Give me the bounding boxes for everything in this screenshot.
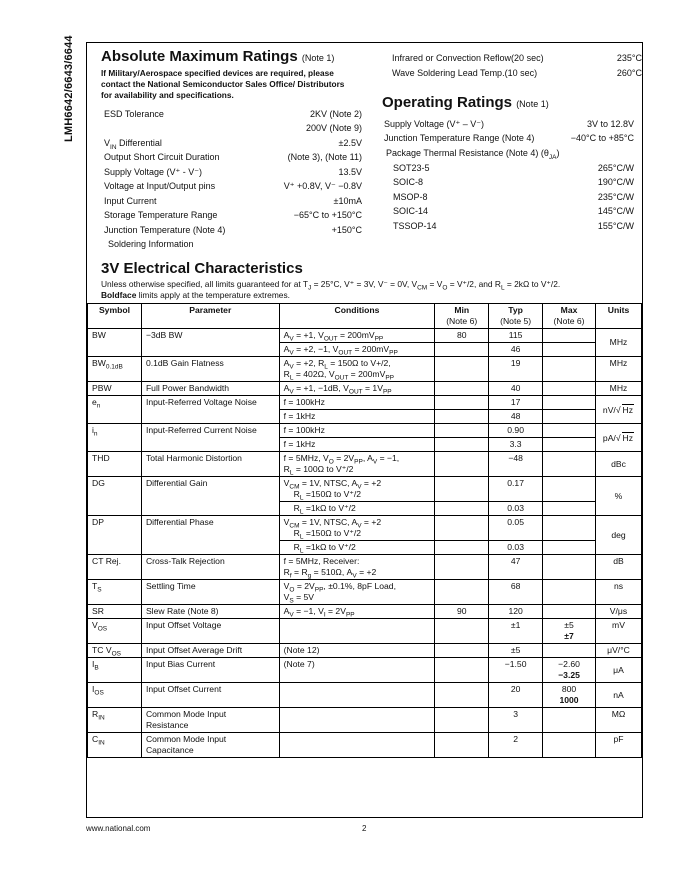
table-row: f = 1kHz 48	[88, 410, 642, 424]
table-row: $T_S$ Settling Time $V_O = 2V_{PP}$, ±0.1%, 8pF Load, $V_S = 5V$ 68 ns	[88, 580, 642, 605]
header-symbol: Symbol	[88, 304, 142, 329]
ir-row: Infrared or Convection Reflow(20 sec) 235°C	[392, 53, 642, 63]
abs-max-title: Absolute Maximum Ratings	[101, 48, 298, 65]
pkg-sot23: SOT23-5 265°C/W	[393, 163, 634, 173]
table-row: $i_n$ Input-Referred Current Noise f = 100kHz 0.90 pA/√ Hz	[88, 424, 642, 438]
op-tj-row: Junction Temperature Range (Note 4) −40°C to +85°C	[384, 133, 634, 143]
table-row: PBW Full Power Bandwidth $A_V = +1$, −1dB, $V_{OUT} = 1V_{PP}$ 40 MHz	[88, 382, 642, 396]
ec-intro: Unless otherwise specified, all limits guaranteed for at $T_J = 25^\circ C$, V⁺ = 3V, V⁻ = 0V, $V_{CM} = V_O = V^+/2$, and $R_L = 2k\Omega$ to V⁺/2. Boldface limits apply at the temperature extremes.	[101, 279, 561, 300]
table-row: $R_L =1k\Omega$ to V⁺/2 0.03	[88, 502, 642, 516]
header-units: Units	[595, 304, 641, 329]
header-parameter: Parameter	[141, 304, 279, 329]
osc-row: Output Short Circuit Duration (Note 3), (Note 11)	[104, 152, 362, 162]
abs-max-note: (Note 1)	[301, 53, 335, 63]
footer-site: www.national.com	[86, 824, 151, 833]
table-row: $V_{OS}$ Input Offset Voltage ±1 ±5 ±7 mV	[88, 619, 642, 644]
table-row: $I_B$ Input Bias Current (Note 7) −1.50 −2.60 −3.25 μA	[88, 658, 642, 683]
header-typ: Typ (Note 5)	[489, 304, 543, 329]
pkg-msop8: MSOP-8 235°C/W	[393, 192, 634, 202]
wave-row: Wave Soldering Lead Temp.(10 sec) 260°C	[392, 68, 642, 78]
table-row: TC $V_{OS}$ Input Offset Average Drift (Note 12) ±5 μV/°C	[88, 644, 642, 658]
table-row: $e_n$ Input-Referred Voltage Noise f = 100kHz 17 nV/√ Hz	[88, 396, 642, 410]
ec-heading	[101, 260, 303, 277]
side-title: LMH6642/6643/6644	[63, 35, 75, 142]
pkg-soic8: SOIC-8 190°C/W	[393, 177, 634, 187]
table-row: f = 1kHz 3.3	[88, 438, 642, 452]
esd-row: ESD Tolerance 2KV (Note 2)	[104, 109, 362, 119]
storage-row: Storage Temperature Range −65°C to +150°C	[104, 210, 362, 220]
header-conditions: Conditions	[279, 304, 435, 329]
abs-max-heading	[101, 48, 334, 65]
ec-title: 3V Electrical Characteristics	[101, 260, 303, 277]
table-row: $R_{IN}$ Common Mode Input Resistance 3 MΩ	[88, 708, 642, 733]
table-row: THD Total Harmonic Distortion f = 5MHz, $V_O = 2V_{PP}$, $A_V = -1$, $R_L = 100\Omega$ to V⁺/2 −48 dBc	[88, 452, 642, 477]
esd-row-2: 200V (Note 9)	[305, 123, 362, 133]
table-row: $A_V = +2$, −1, $V_{OUT} = 200mV_{PP}$ 46	[88, 343, 642, 357]
footer-page-number: 2	[362, 824, 367, 833]
supply-row: Supply Voltage (V⁺ - V⁻) 13.5V	[104, 167, 362, 177]
pkg-tssop14: TSSOP-14 155°C/W	[393, 221, 634, 231]
table-row: SR Slew Rate (Note 8) $A_V = -1$, $V_I = 2V_{PP}$ 90 120 V/μs	[88, 605, 642, 619]
iin-row: Input Current ±10mA	[104, 196, 362, 206]
tj-row: Junction Temperature (Note 4) +150°C	[104, 225, 362, 235]
op-title: Operating Ratings	[382, 94, 513, 111]
table-row: $R_L =1k\Omega$ to V⁺/2 0.03	[88, 541, 642, 555]
table-row: DG Differential Gain $V_{CM} = 1V$, NTSC, $A_V = +2$ $R_L =150\Omega$ to V⁺/2 0.17 %	[88, 477, 642, 502]
table-row: $BW_{0.1dB}$ 0.1dB Gain Flatness $A_V = +2$, $R_L = 150\Omega$ to V+/2, $R_L = 402\Omega$, $V_{OUT} = 200mV_{PP}$ 19 MHz	[88, 357, 642, 382]
header-max: Max (Note 6)	[543, 304, 596, 329]
op-supply-row: Supply Voltage (V⁺ – V⁻) 3V to 12.8V	[384, 119, 634, 129]
solder-row: Soldering Information	[108, 239, 194, 249]
vio-row: Voltage at Input/Output pins V⁺ +0.8V, V⁻ −0.8V	[104, 181, 362, 191]
electrical-characteristics-table	[87, 303, 642, 758]
pkg-soic14: SOIC-14 145°C/W	[393, 206, 634, 216]
table-row: BW −3dB BW $A_V = +1$, $V_{OUT} = 200mV_{PP}$ 80 115 MHz	[88, 329, 642, 343]
table-row: $I_{OS}$ Input Offset Current 20 800 1000 nA	[88, 683, 642, 708]
table-row: CT Rej. Cross-Talk Rejection f = 5MHz, Receiver: $R_f = R_g = 510\Omega$, $A_V = +2$ 47 dB	[88, 555, 642, 580]
header-min: Min (Note 6)	[435, 304, 489, 329]
op-pkg-row: Package Thermal Resistance (Note 4) $(\theta_{JA})$	[386, 148, 560, 161]
military-warning: If Military/Aerospace specified devices are required, please contact the National Semiconductor Sales Office/ Distributors for availability and specifications.	[101, 68, 345, 100]
vin-row: $V_{IN}$ Differential ±2.5V	[104, 138, 362, 151]
op-note: (Note 1)	[516, 99, 549, 109]
table-row: DP Differential Phase $V_{CM} = 1V$, NTSC, $A_V = +2$ $R_L =150\Omega$ to V⁺/2 0.05 deg	[88, 516, 642, 541]
table-header	[88, 304, 642, 329]
op-heading	[382, 94, 549, 111]
table-row: $C_{IN}$ Common Mode Input Capacitance 2 pF	[88, 733, 642, 758]
